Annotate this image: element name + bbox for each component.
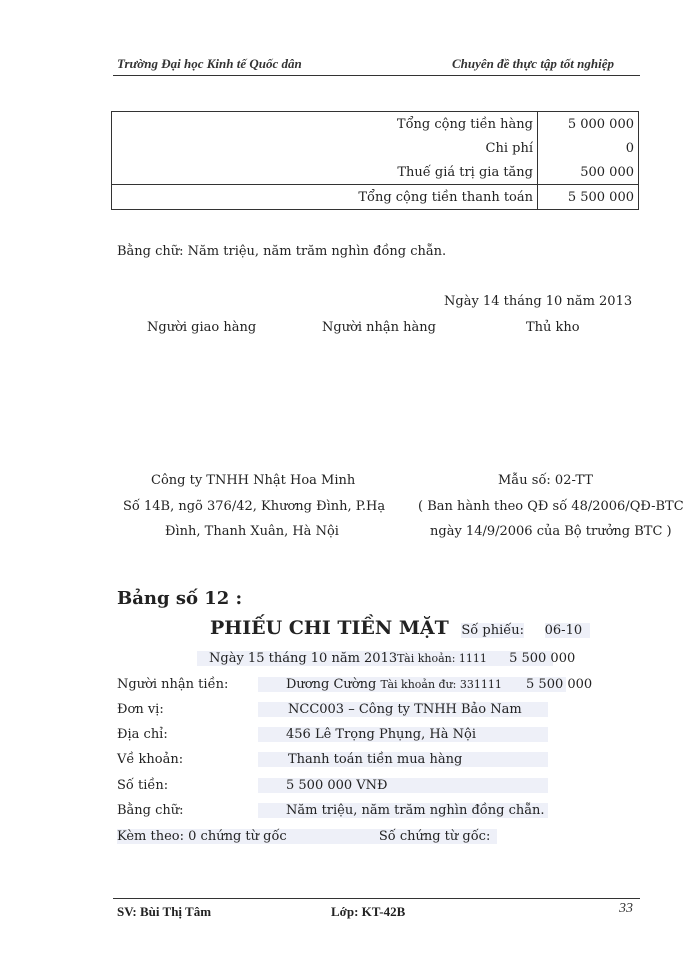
recipient-row [258, 677, 593, 692]
voucher-date-row [197, 651, 576, 666]
footer-divider [113, 898, 640, 899]
voucher-date: Ngày 15 tháng 10 năm 2013 [209, 651, 398, 666]
footer-class: Lớp: KT-42B [331, 904, 406, 919]
address-value: 456 Lê Trọng Phụng, Hà Nội [258, 727, 548, 742]
company-address-line1: Số 14B, ngõ 376/42, Khương Đình, P.Hạ [123, 499, 386, 514]
company-address-line2: Đình, Thanh Xuân, Hà Nội [165, 524, 339, 539]
totals-label: Thuế giá trị gia tăng [112, 160, 538, 185]
company-name: Công ty TNHH Nhật Hoa Minh [151, 473, 356, 488]
footer-student: SV: Bùi Thị Tâm [117, 904, 212, 919]
totals-label: Tổng cộng tiền hàng [112, 112, 538, 137]
table-row [112, 136, 639, 160]
signature-storekeeper: Thủ kho [526, 320, 580, 335]
page-number: 33 [619, 901, 633, 916]
totals-value: 5 000 000 [538, 112, 639, 137]
form-code: Mẫu số: 02-TT [498, 473, 593, 488]
amount-value: 5 500 000 VNĐ [258, 778, 548, 793]
totals-value: 500 000 [538, 160, 639, 185]
reason-value: Thanh toán tiền mua hàng [258, 752, 548, 767]
signature-receiver: Người nhận hàng [322, 320, 437, 335]
totals-value: 0 [538, 136, 639, 160]
totals-label: Tổng cộng tiền thanh toán [112, 185, 538, 210]
voucher-number: 06-10 [545, 623, 590, 638]
totals-value: 5 500 000 [538, 185, 639, 210]
original-docs-label: Số chứng từ gốc: [378, 829, 491, 844]
recipient-label: Người nhận tiền: [117, 677, 229, 692]
amount-label: Số tiền: [117, 778, 169, 793]
amount-in-words: Bằng chữ: Năm triệu, năm trăm nghìn đồng chẵn. [117, 244, 447, 259]
form-regulation-line1: ( Ban hành theo QĐ số 48/2006/QĐ-BTC [418, 499, 684, 514]
contra-account: Tài khoản đư: 331111 [380, 678, 502, 691]
recipient-name: Dương Cường [286, 677, 377, 692]
contra-amount: 5 500 000 [526, 677, 593, 692]
header-divider [113, 75, 640, 76]
unit-label: Đơn vị: [117, 702, 164, 717]
voucher-account: Tài khoản: 1111 [397, 652, 487, 665]
words-value: Năm triệu, năm trăm nghìn đồng chẵn. [258, 803, 548, 818]
totals-label: Chi phí [112, 136, 538, 160]
words-label: Bằng chữ: [117, 803, 184, 818]
voucher-number-label: Số phiếu: [461, 623, 525, 638]
voucher-account-amount: 5 500 000 [509, 651, 576, 666]
totals-table [111, 111, 639, 210]
unit-value: NCC003 – Công ty TNHH Bảo Nam [258, 702, 548, 717]
voucher-title [210, 617, 590, 639]
receipt-date: Ngày 14 tháng 10 năm 2013 [444, 294, 633, 309]
attachments-label: Kèm theo: 0 chứng từ gốc [117, 829, 287, 844]
attachments-row [117, 829, 497, 844]
table-row [112, 185, 639, 210]
voucher-title-text: PHIẾU CHI TIỀN MẶT [210, 617, 449, 639]
address-label: Địa chỉ: [117, 727, 168, 742]
table-row [112, 160, 639, 185]
signature-deliverer: Người giao hàng [147, 320, 257, 335]
header-report-title: Chuyên đề thực tập tốt nghiệp [452, 56, 614, 71]
table-row [112, 112, 639, 137]
form-regulation-line2: ngày 14/9/2006 của Bộ trưởng BTC ) [430, 524, 672, 539]
reason-label: Về khoản: [117, 752, 184, 767]
header-university: Trường Đại học Kinh tế Quốc dân [117, 56, 302, 71]
table-number-title: Bảng số 12 : [117, 588, 243, 609]
